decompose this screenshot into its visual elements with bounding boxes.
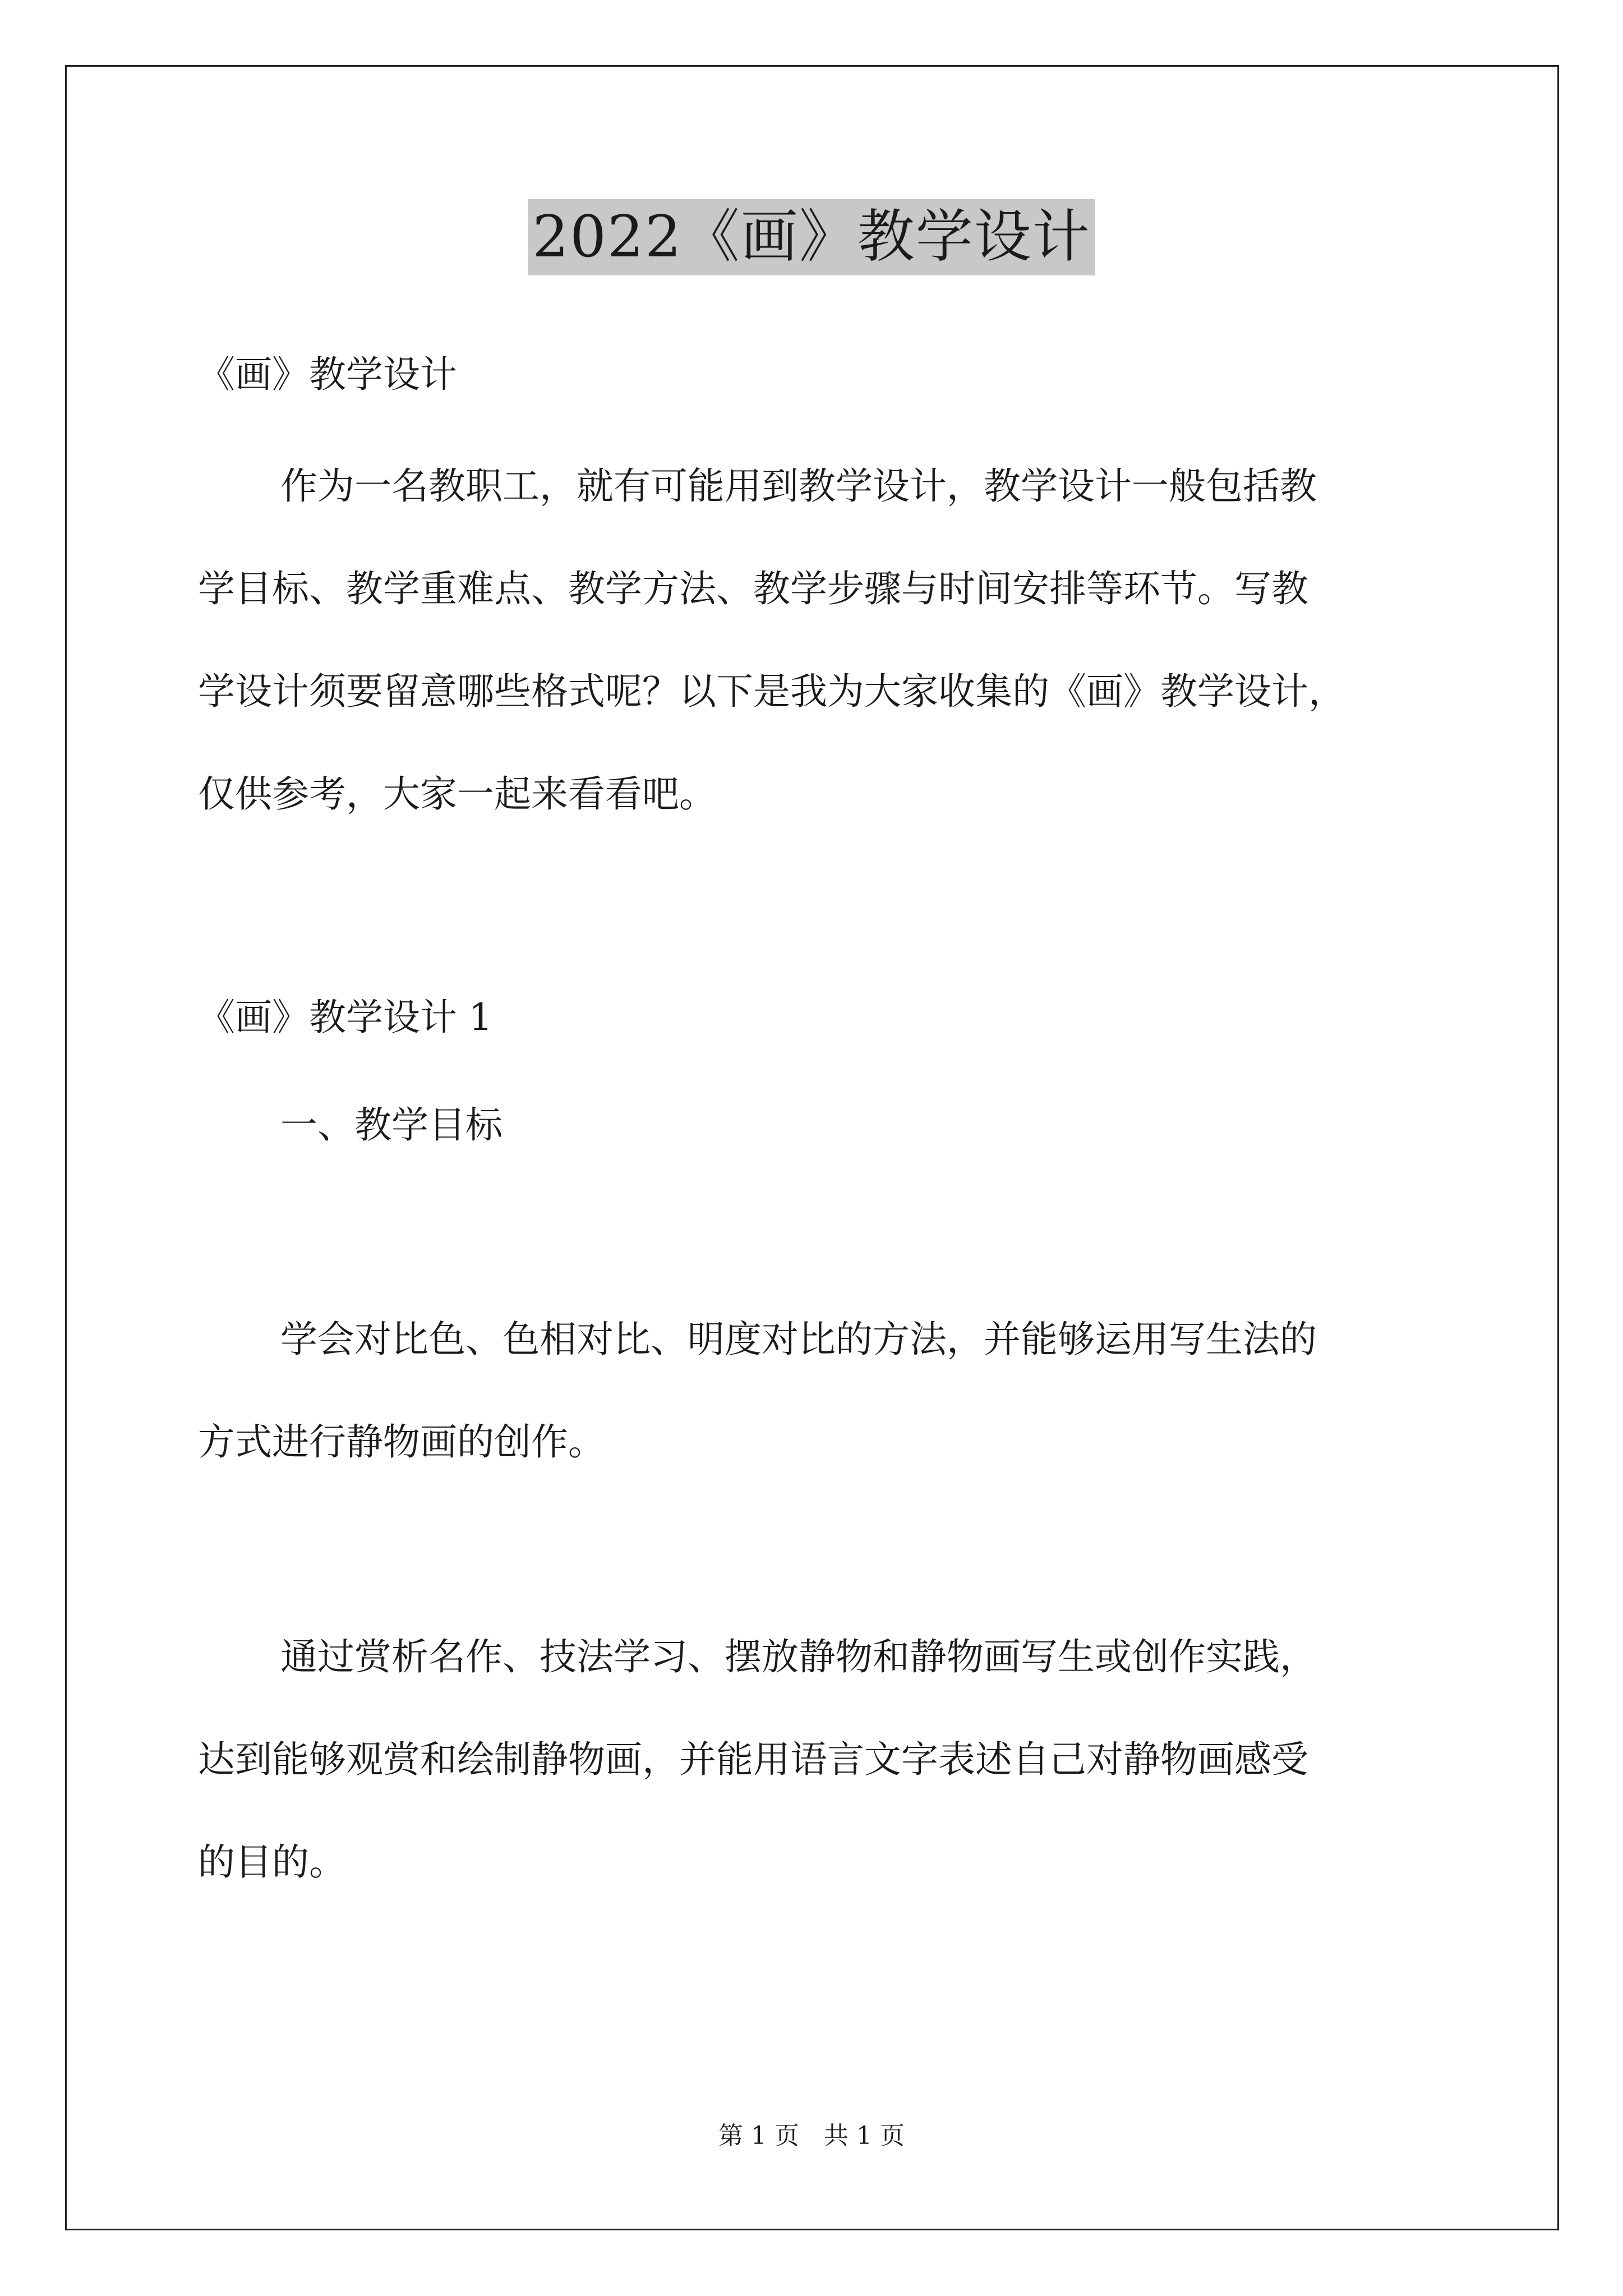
goal2-line-2[interactable]: 达到能够观赏和绘制静物画，并能用语言文字表述自己对静物画感受 (198, 1738, 1308, 1781)
goal1-line-2[interactable]: 方式进行静物画的创作。 (198, 1420, 605, 1464)
section-title[interactable]: 《画》教学设计 1 (198, 996, 492, 1039)
intro-line-3[interactable]: 学设计须要留意哪些格式呢？以下是我为大家收集的《画》教学设计， (198, 670, 1345, 713)
page-footer: 第 1 页 共 1 页 (718, 2122, 905, 2150)
document-subtitle[interactable]: 《画》教学设计 (198, 353, 457, 396)
document-title[interactable]: 2022《画》教学设计 (528, 199, 1095, 275)
intro-line-4[interactable]: 仅供参考，大家一起来看看吧。 (198, 772, 716, 816)
goal1-line-1[interactable]: 学会对比色、色相对比、明度对比的方法，并能够运用写生法的 (280, 1318, 1317, 1361)
title-container (0, 199, 1623, 275)
section-heading[interactable]: 一、教学目标 (280, 1103, 502, 1147)
goal2-line-1[interactable]: 通过赏析名作、技法学习、摆放静物和静物画写生或创作实践， (280, 1635, 1317, 1678)
intro-line-1[interactable]: 作为一名教职工，就有可能用到教学设计，教学设计一般包括教 (280, 464, 1317, 508)
intro-line-2[interactable]: 学目标、教学重难点、教学方法、教学步骤与时间安排等环节。写教 (198, 567, 1308, 610)
goal2-line-3[interactable]: 的目的。 (198, 1841, 346, 1884)
